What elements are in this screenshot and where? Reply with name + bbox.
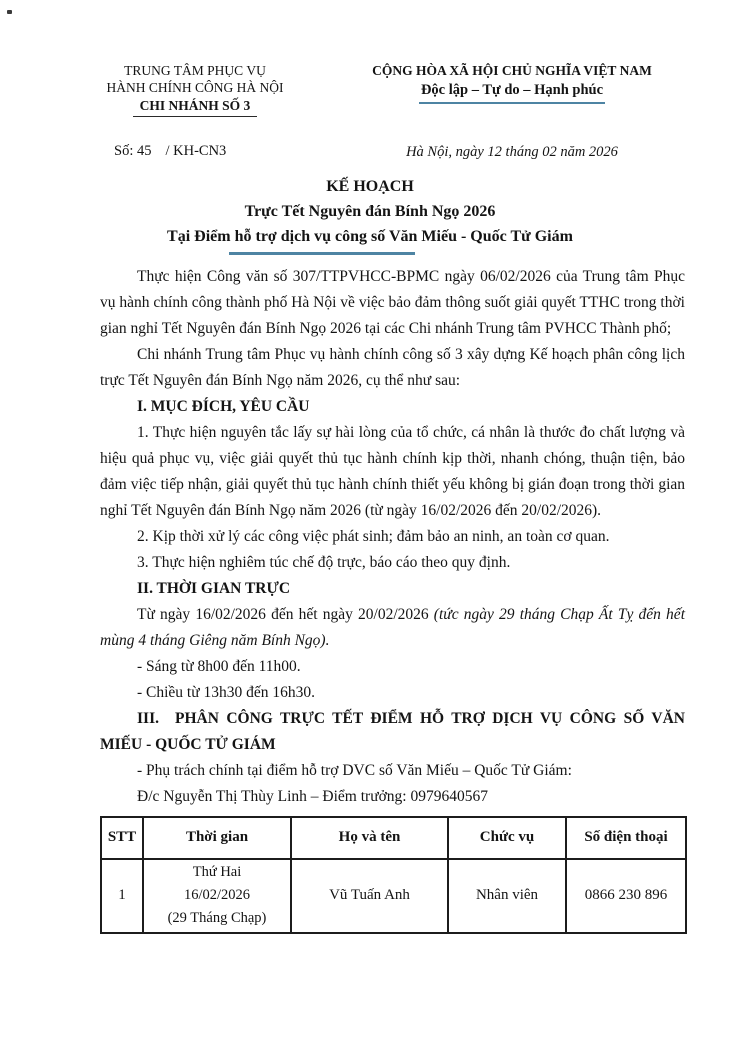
national-motto-block [350,62,674,161]
section-3-heading-text: PHÂN CÔNG TRỰC TẾT ĐIỂM HỖ TRỢ DỊCH VỤ CÔNG SỐ VĂN MIẾU - QUỐC TỬ GIÁM [100,709,685,753]
column-header-stt: STT [101,817,143,859]
org-name-line-2: HÀNH CHÍNH CÔNG HÀ NỘI [106,80,284,95]
issuing-org-block [86,62,304,161]
document-title-line-2: Trực Tết Nguyên đán Bính Ngọ 2026 [244,203,496,220]
duty-roster-table [100,816,687,934]
cell-time [143,859,291,933]
cell-name: Vũ Tuấn Anh [291,859,448,933]
org-branch-name: CHI NHÁNH SỐ 3 [133,97,258,117]
section-2-heading: II. THỜI GIAN TRỰC [137,579,291,597]
section-2-bullet-morning: - Sáng từ 8h00 đến 11h00. [137,657,301,675]
document-number [86,143,304,160]
section-2-intro [100,602,685,654]
section-2-bullet-afternoon: - Chiều từ 13h30 đến 16h30. [137,683,316,701]
section-3-line-in-charge: - Phụ trách chính tại điểm hỗ trợ DVC số Văn Miếu – Quốc Tử Giám: [137,761,572,779]
cell-phone: 0866 230 896 [566,859,686,933]
document-number-symbol: / KH-CN3 [165,143,227,159]
section-1-item-2: 2. Kịp thời xử lý các công việc phát sinh; đảm bảo an ninh, an toàn cơ quan. [137,527,610,545]
section-1-item-3: 3. Thực hiện nghiêm túc chế độ trực, báo cáo theo quy định. [137,553,511,571]
org-name-line-1: TRUNG TÂM PHỤC VỤ [124,63,266,78]
column-header-role: Chức vụ [448,817,566,859]
scan-artifact [7,10,12,14]
column-header-phone: Số điện thoại [566,817,686,859]
section-1-heading: I. MỤC ĐÍCH, YÊU CẦU [137,397,310,415]
document-title-line-3: Tại Điểm hỗ trợ dịch vụ công số Văn Miếu - Quốc Tử Giám [167,228,573,245]
time-date: 16/02/2026 [183,887,251,903]
time-lunar: (29 Tháng Chạp) [167,910,267,926]
title-underline-rule [229,252,415,255]
column-header-time: Thời gian [143,817,291,859]
national-motto: Độc lập – Tự do – Hạnh phúc [419,81,605,104]
document-number-value: Số: 45 [114,143,152,159]
column-header-name: Họ và tên [291,817,448,859]
document-title-block [0,174,740,255]
table-header-row [101,817,686,859]
cell-role: Nhân viên [448,859,566,933]
letterhead [0,0,740,161]
place-and-date: Hà Nội, ngày 12 tháng 02 năm 2026 [406,144,618,160]
cell-stt: 1 [101,859,143,933]
section-1-item-1: 1. Thực hiện nguyên tắc lấy sự hài lòng của tổ chức, cá nhân là thước đo chất lượng và hiệu quả phục vụ, việc giải quyết thủ tục hành chính kịp thời, nhanh chóng, thuận tiện, bảo đảm việc tiếp nhận, giải quyết thủ tục hành chính thiết yếu không bị gián đoạn trong thời gian nghỉ Tết Nguyên đán Bính Ngọ năm 2026 (từ ngày 16/02/2026 đến 20/02/2026). [100,423,685,519]
document-body [100,264,685,934]
section-3-numeral: III. [137,709,159,727]
table-row [101,859,686,933]
time-weekday: Thứ Hai [192,864,242,880]
paragraph-plan-intro: Chi nhánh Trung tâm Phục vụ hành chính công số 3 xây dựng Kế hoạch phân công lịch trực Tết Nguyên đán Bính Ngọ năm 2026, cụ thể như sau: [100,345,685,389]
document-title-line-1: KẾ HOẠCH [326,178,414,195]
national-title: CỘNG HÒA XÃ HỘI CHỦ NGHĨA VIỆT NAM [372,63,652,78]
duty-period-text: Từ ngày 16/02/2026 đến hết ngày 20/02/2026 [137,605,434,623]
lunar-date-note: (tức ngày 29 tháng Chạp Ất Tỵ đến hết mùng 4 tháng Giêng năm Bính Ngọ). [100,605,685,649]
section-3-line-contact: Đ/c Nguyễn Thị Thùy Linh – Điểm trưởng: 0979640567 [137,787,488,805]
paragraph-legal-basis: Thực hiện Công văn số 307/TTPVHCC-BPMC ngày 06/02/2026 của Trung tâm Phục vụ hành chính công thành phố Hà Nội về việc bảo đảm thông suốt giải quyết TTHC trong thời gian nghỉ Tết Nguyên đán Bính Ngọ 2026 tại các Chi nhánh Trung tâm PVHCC Thành phố; [100,267,685,337]
section-3-heading [100,706,685,758]
